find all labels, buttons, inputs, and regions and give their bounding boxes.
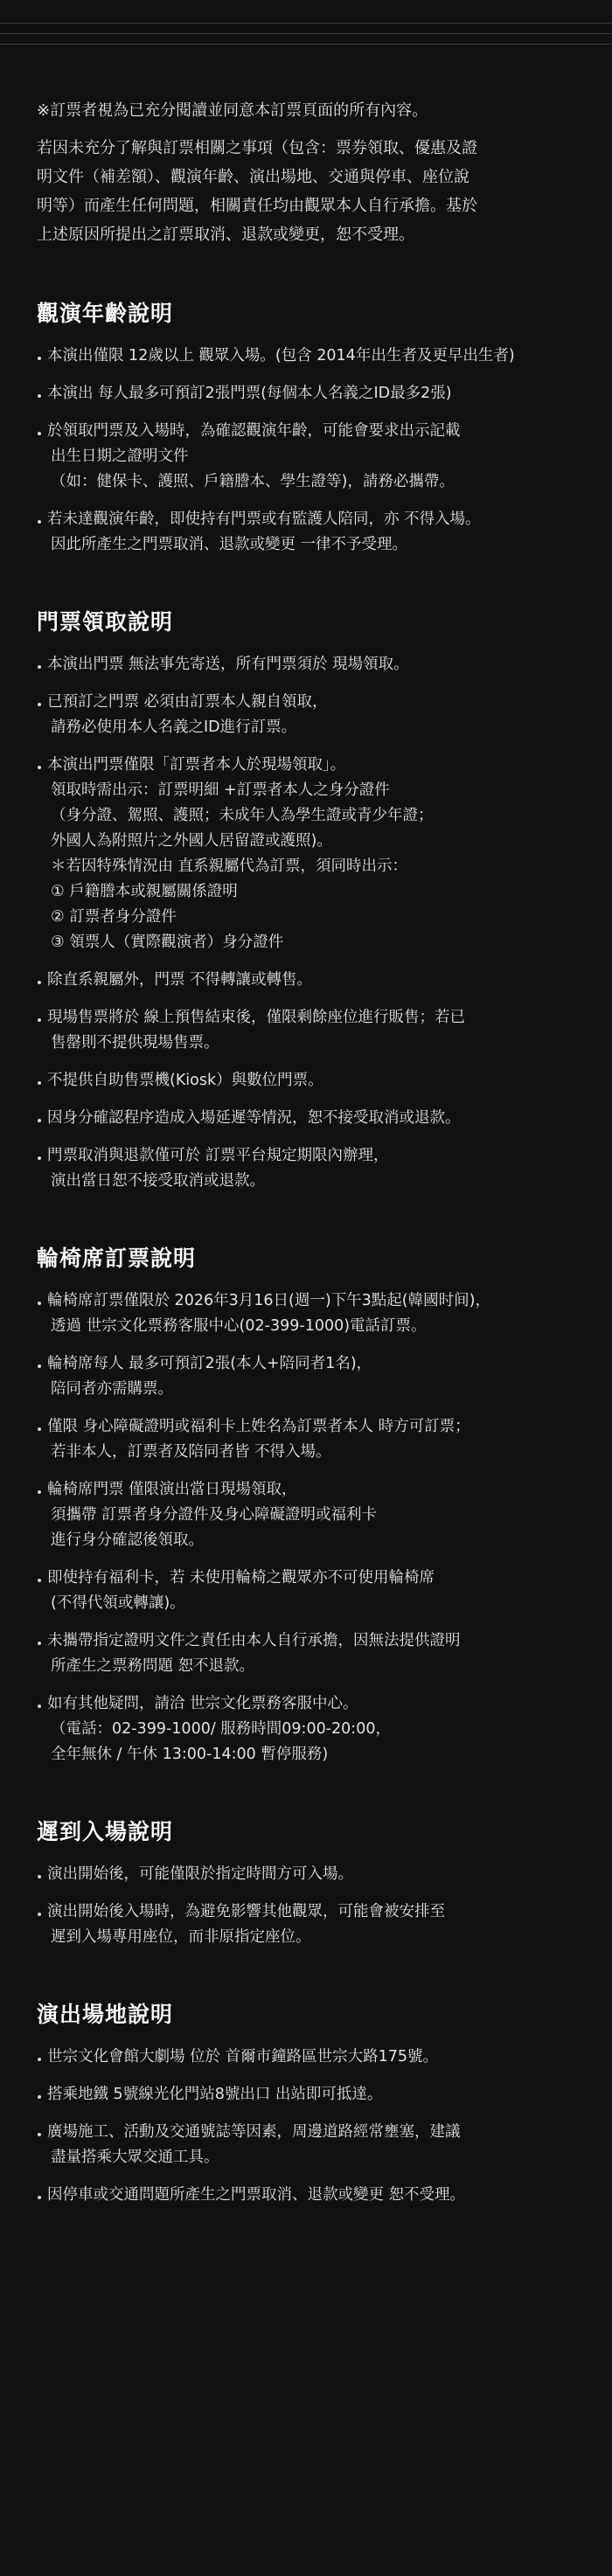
bullet-text-line: （如：健保卡、護照、戶籍謄本、學生證等)，請務必攜帶。 — [51, 473, 455, 490]
bullet-text-line: ② 訂票者身分證件 — [51, 908, 177, 926]
bullet-item — [37, 1862, 579, 1887]
section-venue-info — [37, 1999, 579, 2208]
bullet-item — [37, 1143, 579, 1194]
bullet-text-line: 未攜帶指定證明文件之責任由本人自行承擔，因無法提供證明 — [47, 1632, 461, 1649]
top-divider-line — [0, 23, 612, 24]
bullet-text-line: 不提供自助售票機(Kiosk）與數位門票。 — [47, 1072, 323, 1089]
bullet-item — [37, 2082, 579, 2107]
bullet-item — [37, 652, 579, 677]
bullet-item — [37, 1005, 579, 1056]
bullet-text-line: 於領取門票及入場時，為確認觀演年齡，可能會要求出示記載 — [47, 422, 461, 440]
sections-container — [37, 298, 579, 2208]
top-divider-line — [0, 44, 612, 45]
bullet-text-line: 本演出門票僅限「訂票者本人於現場領取」。 — [47, 756, 346, 774]
bullet-text-line: ＊若因特殊情況由 直系親屬代為訂票，須同時出示： — [51, 858, 408, 875]
bullet-text-line: 請務必使用本人名義之ID進行訂票。 — [51, 719, 297, 736]
bullet-text-line: 輪椅席門票 僅限演出當日現場領取， — [47, 1481, 297, 1498]
bullet-text-line: （電話：02-399-1000/ 服務時間09:00-20:00， — [51, 1720, 391, 1738]
bullet-item — [37, 1414, 579, 1465]
bullet-text-line: 遲到入場專用座位，而非原指定座位。 — [51, 1928, 311, 1946]
bullet-item — [37, 690, 579, 740]
bullet-text-line: 除直系親屬外，門票 不得轉讓或轉售。 — [47, 971, 313, 989]
bullet-text-line: ① 戶籍謄本或親屬關係證明 — [51, 883, 238, 900]
bullet-text-line: 若非本人，訂票者及陪同者皆 不得入場。 — [51, 1443, 331, 1461]
bullet-item — [37, 1566, 579, 1616]
top-divider-line — [0, 33, 612, 34]
bullet-text-line: 透過 世宗文化票務客服中心(02-399-1000)電話訂票。 — [51, 1317, 427, 1335]
bullet-text-line: 廣場施工、活動及交通號誌等因素，周邊道路經常壅塞，建議 — [47, 2123, 461, 2141]
bullet-text-line: 若未達觀演年齡，即使持有門票或有監護人陪同，亦 不得入場。 — [47, 510, 481, 528]
bullet-text-line: 須攜帶 訂票者身分證件及身心障礙證明或福利卡 — [51, 1506, 378, 1524]
bullet-text-line: (不得代領或轉讓)。 — [51, 1594, 185, 1612]
section-title: 輪椅席訂票說明 — [37, 1246, 197, 1271]
intro-block — [37, 96, 579, 249]
bullet-item — [37, 2045, 579, 2070]
bullet-item — [37, 753, 579, 955]
bullet-text-line: 即使持有福利卡，若 未使用輪椅之觀眾亦不可使用輪椅席 — [47, 1569, 435, 1587]
bullet-text-line: 演出開始後，可能僅限於指定時間方可入場。 — [47, 1865, 353, 1883]
bullet-text-line: 演出當日恕不接受取消或退款。 — [51, 1172, 265, 1190]
intro-line: 明文件（補差額）、觀演年齡、演出場地、交通與停車、座位說 — [37, 168, 469, 186]
bullet-text-line: 本演出門票 無法事先寄送，所有門票須於 現場領取。 — [47, 656, 409, 673]
bullet-text-line: 全年無休 / 午休 13:00-14:00 暫停服務) — [51, 1746, 329, 1763]
bullet-item — [37, 1068, 579, 1094]
bullet-text-line: 陪同者亦需購票。 — [51, 1380, 173, 1398]
bullet-item — [37, 2120, 579, 2170]
bullet-text-line: ③ 領票人（實際觀演者）身分證件 — [51, 934, 284, 951]
bullet-list — [37, 2045, 579, 2208]
bullet-text-line: 演出開始後入場時，為避免影響其他觀眾，可能會被安排至 — [47, 1903, 445, 1920]
bullet-text-line: 因此所產生之門票取消、退款或變更 一律不予受理。 — [51, 536, 408, 553]
intro-line: 上述原因所提出之訂票取消、退款或變更，恕不受理。 — [37, 226, 414, 244]
bullet-item — [37, 1351, 579, 1402]
section-title: 門票領取說明 — [37, 609, 174, 635]
bullet-text-line: 僅限 身心障礙證明或福利卡上姓名為訂票者本人 時方可訂票； — [47, 1418, 470, 1435]
bullet-text-line: 搭乘地鐵 5號線光化門站8號出口 出站即可抵達。 — [47, 2086, 383, 2103]
section-late-entry — [37, 1816, 579, 1950]
agreement-notice: ※訂票者視為已充分閱讀並同意本訂票頁面的所有內容。 — [37, 101, 428, 120]
bullet-item — [37, 1477, 579, 1553]
bullet-list — [37, 344, 579, 558]
section-ticket-pickup — [37, 607, 579, 1194]
bullet-text-line: 售罄則不提供現場售票。 — [51, 1034, 219, 1052]
intro-paragraph — [37, 134, 579, 249]
bullet-item — [37, 507, 579, 558]
intro-line: 明等）而產生任何問題，相關責任均由觀眾本人自行承擔。基於 — [37, 197, 477, 215]
bullet-text-line: 進行身分確認後領取。 — [51, 1531, 204, 1549]
bullet-text-line: 本演出僅限 12歲以上 觀眾入場。(包含 2014年出生者及更早出生者) — [47, 347, 515, 365]
bullet-text-line: 門票取消與退款僅可於 訂票平台規定期限內辦理， — [47, 1147, 389, 1164]
bullet-text-line: 出生日期之證明文件 — [51, 448, 189, 465]
bullet-item — [37, 1288, 579, 1339]
bullet-list — [37, 1862, 579, 1950]
bullet-item — [37, 419, 579, 495]
section-title: 觀演年齡說明 — [37, 301, 174, 326]
bullet-list — [37, 652, 579, 1194]
bullet-text-line: 已預訂之門票 必須由訂票本人親自領取， — [47, 693, 328, 711]
bullet-item — [37, 344, 579, 369]
bullet-text-line: 輪椅席每人 最多可預訂2張(本人+陪同者1名)， — [47, 1355, 372, 1372]
bullet-text-line: 領取時需出示：訂票明細 +訂票者本人之身分證件 — [51, 781, 390, 799]
bullet-text-line: 如有其他疑問，請洽 世宗文化票務客服中心。 — [47, 1695, 358, 1712]
bullet-item — [37, 1691, 579, 1767]
intro-line: 若因未充分了解與訂票相關之事項（包含：票券領取、優惠及證 — [37, 139, 477, 157]
bullet-item — [37, 1628, 579, 1679]
bullet-text-line: 盡量搭乘大眾交通工具。 — [51, 2149, 219, 2166]
bullet-text-line: 因停車或交通問題所產生之門票取消、退款或變更 恕不受理。 — [47, 2186, 466, 2204]
bullet-text-line: 輪椅席訂票僅限於 2026年3月16日(週一)下午3點起(韓國时间)， — [47, 1292, 490, 1309]
bullet-item — [37, 381, 579, 406]
bullet-list — [37, 1288, 579, 1767]
section-title: 演出場地說明 — [37, 2002, 174, 2027]
bullet-text-line: 外國人為附照片之外國人居留證或護照)。 — [51, 832, 332, 850]
bullet-text-line: 所產生之票務問題 恕不退款。 — [51, 1657, 255, 1675]
section-title: 遲到入場說明 — [37, 1819, 174, 1844]
bullet-item — [37, 1899, 579, 1950]
notice-content — [37, 96, 579, 2220]
top-divider-group — [0, 0, 612, 70]
bullet-text-line: 現場售票將於 線上預售結束後，僅限剩餘座位進行販售；若已 — [47, 1009, 466, 1026]
bullet-item — [37, 2183, 579, 2208]
section-age-policy — [37, 298, 579, 558]
bullet-text-line: （身分證、駕照、護照；未成年人為學生證或青少年證； — [51, 807, 434, 824]
bullet-item — [37, 1106, 579, 1131]
section-wheelchair-booking — [37, 1243, 579, 1767]
bullet-item — [37, 968, 579, 993]
bullet-text-line: 本演出 每人最多可預訂2張門票(每個本人名義之ID最多2張) — [47, 385, 452, 402]
bullet-text-line: 因身分確認程序造成入場延遲等情況，恕不接受取消或退款。 — [47, 1109, 461, 1127]
bullet-text-line: 世宗文化會館大劇場 位於 首爾市鐘路區世宗大路175號。 — [47, 2048, 439, 2066]
